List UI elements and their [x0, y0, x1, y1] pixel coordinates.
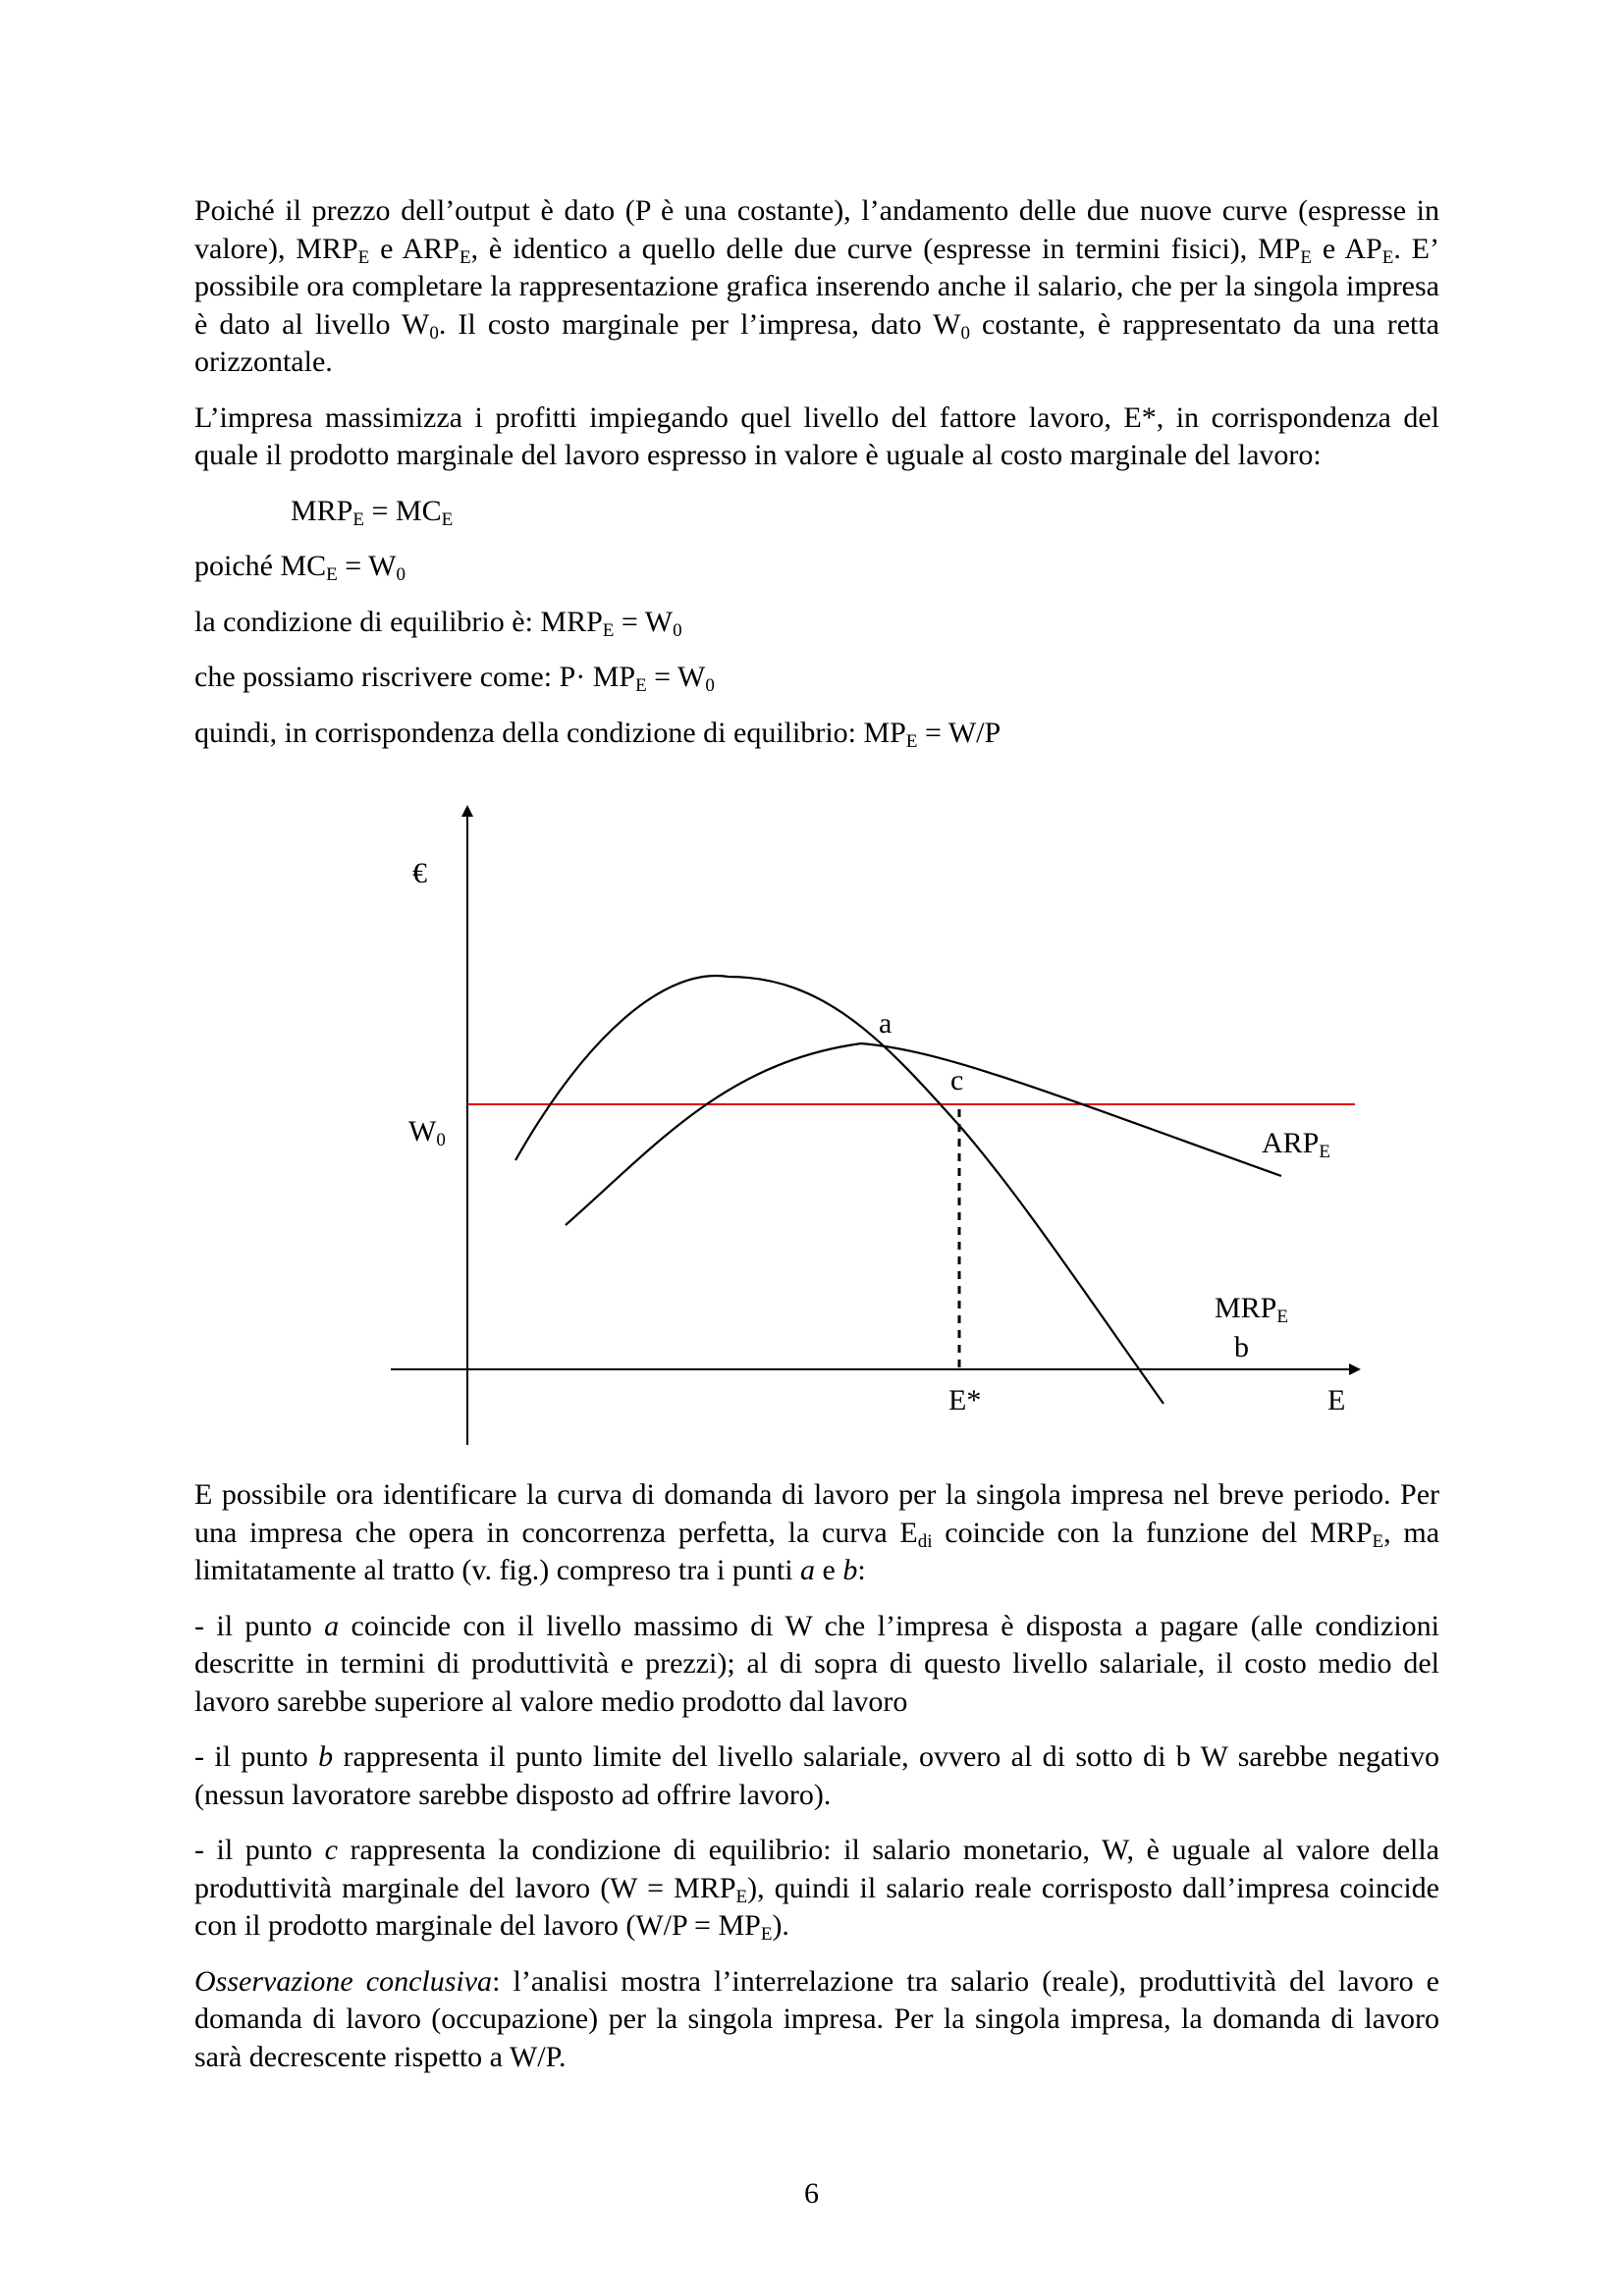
estar-label: E*	[948, 1384, 982, 1416]
equation-equilibrium: la condizione di equilibrio è: $MRP_E = W_0$	[194, 605, 682, 641]
lower-text	[194, 1476, 1439, 2076]
wage-label-w0: $W_0$	[408, 1115, 446, 1150]
equation-real-wage: quindi, in corrispondenza della condizione di equilibrio: $MP_E = W/P$	[194, 716, 1001, 752]
paragraph-point-b: - il punto b rappresenta il punto limite del livello salariale, ovvero al di sotto di b W sarebbe negativo (nessun lavoratore sarebbe disposto ad offrire lavoro).	[194, 1740, 1439, 1811]
equation-mrp-mc: $MRP_E = MC_E$	[291, 494, 454, 530]
y-axis-label-euro: €	[412, 857, 427, 889]
equation-mc-w0: poiché $MC_E = W_0$	[194, 550, 406, 585]
page-number: 6	[804, 2177, 819, 2210]
upper-text	[194, 192, 1439, 752]
labor-demand-figure	[334, 805, 1375, 1453]
paragraph-intro: Poiché il prezzo dell’output è dato (P è una costante), l’andamento delle due nuove curve (espresse in valore), $MRP_E$ e $ARP_E$, è identico a quello delle due curve (espresse in termini fisici), $MP_E$ e $AP_E$. E’ possibile ora completare la rappresentazione grafica inserendo anche il salario, che per la singola impresa è dato al livello $W_0$. Il costo marginale per l’impresa, dato $W_0$ costante, è rappresentato da una retta orizzontale.	[194, 194, 1439, 378]
equation-rewrite: che possiamo riscrivere come: $P\cdot MP_E = W_0$	[194, 661, 715, 696]
paragraph-point-a: - il punto a coincide con il livello massimo di W che l’impresa è disposta a pagare (alle condizioni descritte in termini di produttività e prezzi); al di sopra di questo livello salariale, il costo medio del lavoro sarebbe superiore al valore medio prodotto dal lavoro	[194, 1609, 1439, 1718]
paragraph-profit-max: L’impresa massimizza i profitti impiegando quel livello del fattore lavoro, E*, in corrispondenza del quale il prodotto marginale del lavoro espresso in valore è uguale al costo marginale del lavoro:	[194, 400, 1439, 471]
point-c-label: c	[950, 1064, 964, 1096]
x-axis-label-e: E	[1327, 1384, 1346, 1416]
mrp-label: $MRP_E$	[1215, 1292, 1288, 1327]
arp-curve	[566, 1043, 1281, 1225]
mrp-curve	[515, 976, 1163, 1404]
paragraph-demand-curve: E possibile ora identificare la curva di domanda di lavoro per la singola impresa nel breve periodo. Per una impresa che opera in concorrenza perfetta, la curva $E_{di}$ coincide con la funzione del $MRP_E$, ma limitatamente al tratto (v. fig.) compreso tra i punti a e b:	[194, 1478, 1440, 1586]
figure-graphics	[334, 805, 1375, 1453]
paragraph-point-c: - il punto c rappresenta la condizione di equilibrio: il salario monetario, W, è uguale al valore della produttività marginale del lavoro $(W = MRP_E)$, quindi il salario reale corrisposto dall’impresa coincide con il prodotto marginale del lavoro $(W/P = MP_E)$.	[194, 1834, 1439, 1945]
point-a-label: a	[879, 1007, 893, 1040]
paragraph-conclusion: Osservazione conclusiva: l’analisi mostra l’interrelazione tra salario (reale), produttività del lavoro e domanda di lavoro (occupazione) per la singola impresa. Per la singola impresa, la domanda di lavoro sarà decrescente rispetto a W/P.	[194, 1964, 1440, 2073]
point-b-label: b	[1234, 1331, 1249, 1363]
arp-label: $ARP_E$	[1262, 1127, 1330, 1162]
